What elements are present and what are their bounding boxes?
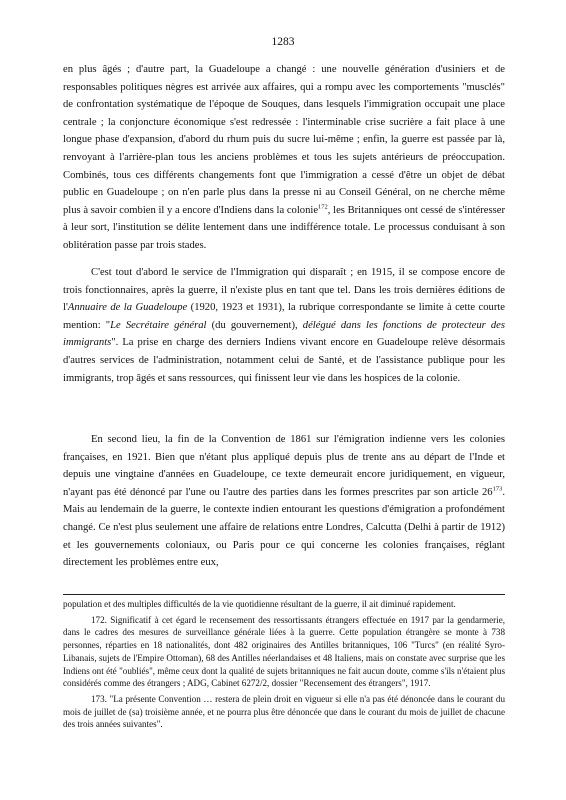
footnote-separator: [63, 594, 505, 595]
page-number: 1283: [271, 36, 295, 48]
italic-text: Annuaire de la Guadeloupe: [67, 302, 188, 314]
text-run: 173. "La présente Convention … restera de plein droit en vigueur si elle n'a pas été dénoncée dans le courant du mois de juillet de (sa) troisième année, et ne pourra plus être dénoncée que dans le courant du mois de juillet de chacune des trois années suivantes".: [63, 693, 505, 730]
text-run: En second lieu, la fin de la Convention de 1861 sur l'émigration indienne vers les colonies françaises, en 1921. Bien que n'étant plus appliqué depuis plus de trente ans au départ de l'Inde et depuis une vingtaine d'années en Guadeloupe, ce texte demeurait encore juridiquement, en vigueur, n'ayant pas été dénoncé par l'une ou l'autre des parties dans les formes prescrites par son article 26: [63, 434, 505, 498]
italic-text: délégué dans les fonctions de protecteur des immigrants: [63, 319, 505, 349]
text-run: . Mais au lendemain de la guerre, le contexte indien entourant les questions d'émigration a profondément changé. Ce n'est plus seulement une affaire de relations entre Londres, Calcutta (Delhi à partir de 1912) et les gouvernements coloniaux, ou Paris pour ce qui concerne les colonies françaises, réglant directement les problèmes entre eux,: [63, 486, 505, 569]
text-run: ". La prise en charge des derniers Indiens vivant encore en Guadeloupe relève désormais d'autres services de l'administration, notamment celui de Santé, et de l'assistance publique pour les immigrants, trop âgés et sans ressources, qui finissent leur vie dans les hospices de la colonie.: [63, 337, 505, 384]
footnote-172: [63, 614, 505, 690]
text-run: 172. Significatif à cet égard le recensement des ressortissants étrangers effectuée en 1917 par la gendarmerie, dans le cadres des mesures de surveillance générale liées à la guerre. Cette population étrangère se monte à 738 personnes, réparties en 18 nationalités, dont 482 originaires des Antilles britanniques, 106 "Turcs" (en réalité Syro-Libanais, sujets de l'Empire Ottoman), 68 des Antilles néerlandaises et 48 Italiens, mais on constate avec surprise que les Indiens ont été "oubliés", même ceux dont la qualité de sujets britanniques ne fait aucun doute, comme s'ils n'étaient plus considérés comme des étrangers ; ADG, Cabinet 6272/2, dossier "Recensement des étrangers", 1917.: [63, 614, 505, 689]
footnote-ref: 172: [318, 203, 328, 211]
text-run: population et des multiples difficultés de la vie quotidienne résultant de la guerre, il ait diminué rapidement.: [63, 599, 456, 609]
footnote-continuation: [63, 598, 505, 611]
text-run: en plus âgés ; d'autre part, la Guadeloupe a changé : une nouvelle génération d'usiniers et de responsables politiques nègres est arrivée aux affaires, qui a rompu avec les comportements "musclés" de confrontation systématique de l'époque de Souques, dans lesquels l'immigration occupait une place centrale ; la conjoncture économique s'est redressée : l'interminable crise sucrière a fait place à une longue phase d'expansion, d'abord du rhum puis du sucre lui-même ; enfin, la guerre est passée par là, renvoyant à l'arrière-plan tous les anciens problèmes et tous les sujets antérieurs de préoccupation. Combinés, tous ces différents changements font que l'immigration a cessé d'être un objet de débat public en Guadeloupe ; on n'en parle plus dans la presse ni au Conseil Général, on ne cherche même plus à savoir combien il y a encore d'Indiens dans la colonie: [63, 64, 505, 216]
text-run: C'est tout d'abord le service de l'Immigration qui disparaît ; en 1915, il se compose encore de trois fonctionnaires, après la guerre, il n'existe plus en tant que tel. Dans les trois dernières éditions de l': [63, 267, 505, 314]
footnotes: [63, 598, 505, 734]
italic-text: Le Secrétaire général: [110, 319, 207, 331]
text-run: (1920, 1923 et 1931), la rubrique correspondante se limite à cette courte mention: ": [63, 302, 505, 331]
paragraph-immigration-service: [63, 264, 505, 387]
paragraph-continuation: [63, 61, 505, 255]
footnote-ref: 173: [492, 485, 503, 493]
text-run: (du gouvernement),: [206, 319, 303, 331]
paragraph-convention-1861: [63, 431, 505, 572]
text-run: , les Britanniques ont cessé de s'intéresser à leur sort, l'institution se délite lentement dans une indifférence totale. Le processus conduisant à son oblitération passe par trois stades.: [63, 204, 505, 251]
footnote-173: [63, 693, 505, 731]
